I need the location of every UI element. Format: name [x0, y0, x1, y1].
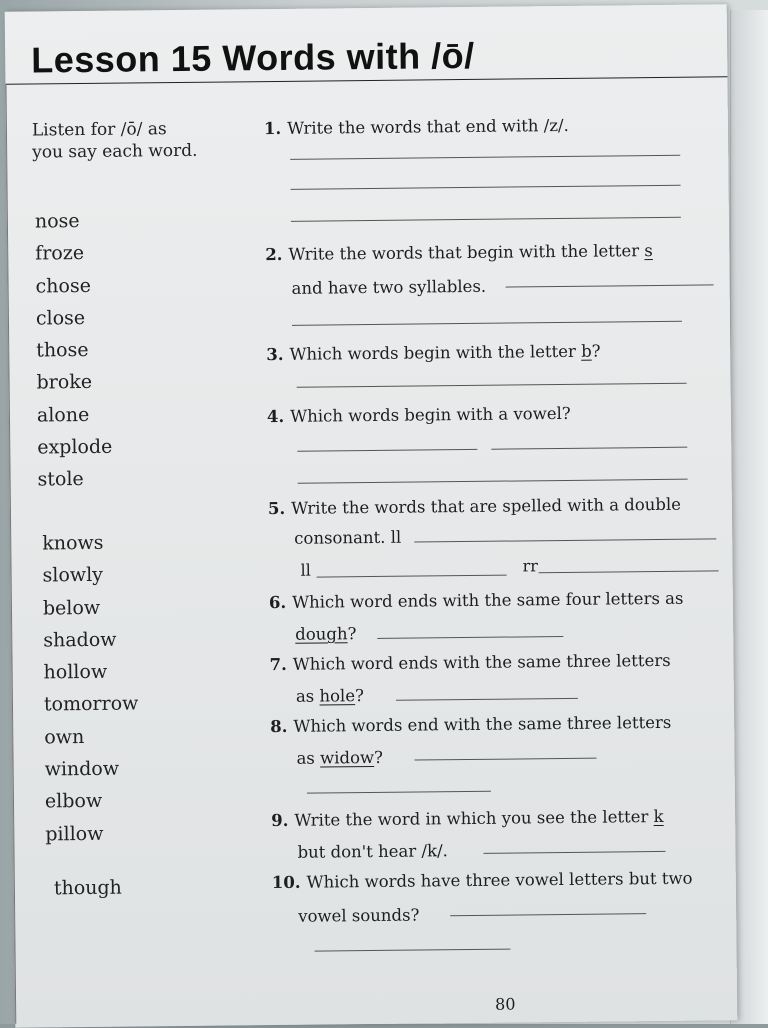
question-9	[271, 804, 727, 865]
answer-line[interactable]	[297, 383, 687, 388]
word-item-last: though	[53, 876, 122, 900]
question-5	[268, 492, 724, 551]
question-number: 4.	[266, 406, 285, 427]
question-text: Which words end with the same three letters	[293, 712, 672, 736]
word-item: broke	[36, 371, 93, 394]
intro-text: Listen for /ō/ as you say each word.	[31, 119, 198, 163]
answer-line[interactable]	[491, 447, 687, 450]
word-item: alone	[36, 403, 90, 427]
question-number: 5.	[267, 498, 286, 519]
question-number: 7.	[269, 654, 287, 675]
word-item: elbow	[44, 790, 103, 813]
question-text-line2: consonant.	[294, 527, 386, 548]
question-mark: ?	[374, 747, 384, 767]
question-text-line2: but don't hear /k/.	[297, 841, 448, 862]
question-number: 3.	[266, 344, 284, 365]
word-item: pillow	[45, 822, 104, 846]
question-text: Which word ends with the same three letters	[292, 650, 671, 674]
question-number: 1.	[263, 118, 282, 139]
word-item: knows	[42, 531, 104, 555]
question-4	[267, 400, 722, 429]
word-item: nose	[34, 210, 80, 233]
word-item: below	[42, 596, 101, 620]
question-number: 8.	[270, 716, 288, 737]
underlined-word: dough	[295, 624, 348, 644]
lesson-title: Lesson 15 Words with /ō/	[30, 34, 475, 81]
underlined-word: widow	[319, 747, 375, 768]
answer-line[interactable]	[539, 570, 719, 573]
worksheet-page	[5, 4, 738, 1028]
answer-line[interactable]	[315, 949, 511, 952]
question-text-line2: and have two syllables.	[291, 276, 487, 298]
underlined-letter: s	[644, 241, 653, 261]
question-number: 10.	[271, 872, 301, 893]
word-item: explode	[37, 435, 113, 459]
word-item: slowly	[42, 564, 104, 587]
answer-line[interactable]	[317, 575, 507, 578]
question-text: Write the word in which you see the letter	[294, 807, 654, 830]
question-8	[270, 710, 726, 771]
word-item: window	[44, 757, 120, 781]
word-item: those	[36, 339, 89, 362]
underlined-letter: b	[581, 341, 592, 361]
question-10	[272, 866, 728, 929]
answer-line[interactable]	[292, 321, 682, 326]
word-item: tomorrow	[43, 692, 139, 716]
question-number: 9.	[271, 810, 289, 831]
word-list-1	[35, 205, 113, 496]
question-text: Which words have three vowel letters but two	[306, 868, 693, 892]
hint-rr: rr	[522, 556, 538, 576]
answer-line[interactable]	[298, 479, 688, 484]
word-item: shadow	[43, 628, 117, 652]
hint-ll: ll	[390, 527, 402, 547]
question-text-prefix: as	[295, 686, 320, 706]
word-list-2	[42, 526, 140, 850]
word-item: stole	[37, 468, 84, 491]
question-mark: ?	[347, 624, 357, 644]
word-item: hollow	[43, 660, 108, 684]
underlined-word: hole	[319, 686, 356, 706]
question-number: 2.	[265, 244, 283, 265]
answer-line[interactable]	[290, 155, 680, 160]
answer-line[interactable]	[297, 449, 477, 452]
question-text: Write the words that end with /z/.	[287, 115, 569, 138]
word-item: own	[44, 725, 85, 749]
question-mark: ?	[591, 341, 601, 361]
answer-line[interactable]	[307, 791, 491, 794]
word-item: close	[35, 306, 86, 330]
question-text: Write the words that are spelled with a double	[291, 494, 682, 518]
question-number: 6.	[268, 592, 287, 613]
word-item: chose	[35, 274, 91, 298]
underlined-letter: k	[653, 806, 664, 827]
question-text: Which word ends with the same four letters as	[292, 588, 684, 612]
question-mark: ?	[354, 686, 365, 706]
question-text: Write the words that begin with the letter	[288, 241, 645, 264]
question-text-prefix: as	[296, 748, 321, 768]
question-text: Which words begin with the letter	[289, 341, 582, 364]
answer-line[interactable]	[291, 217, 681, 222]
question-6	[269, 586, 725, 647]
word-item: froze	[35, 242, 85, 265]
page-number: 80	[495, 994, 516, 1014]
answer-line[interactable]	[291, 185, 681, 190]
question-1	[264, 112, 719, 141]
question-2	[265, 238, 721, 301]
question-text-line2: vowel sounds?	[298, 905, 420, 926]
question-7	[269, 648, 725, 709]
question-text: Which words begin with a vowel?	[290, 403, 571, 426]
question-3	[266, 338, 721, 367]
hint-ll: ll	[300, 560, 311, 580]
